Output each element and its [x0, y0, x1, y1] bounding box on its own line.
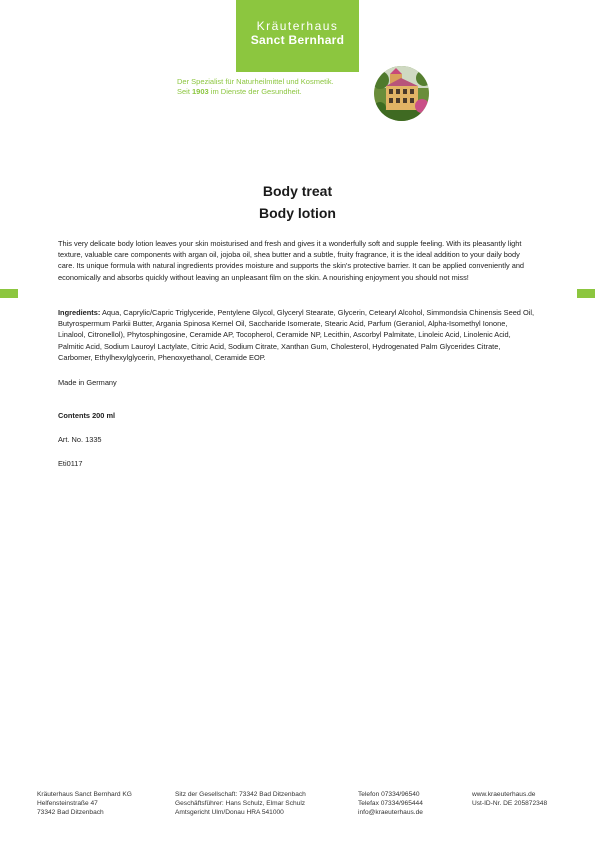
product-title: Body treat — [262, 183, 333, 199]
tagline-line-2 — [177, 87, 377, 97]
made-in: Made in Germany — [58, 378, 117, 387]
label-code: Eti0117 — [58, 459, 83, 468]
house-photo — [374, 66, 429, 121]
tagline-pre: Seit — [177, 87, 193, 96]
footer-email[interactable]: info@kraeuterhaus.de — [358, 809, 423, 817]
ingredients-label: Ingredients: — [58, 308, 101, 317]
ingredients-paragraph — [58, 307, 536, 363]
brand-logo — [236, 0, 359, 72]
footer-line: Sitz der Gesellschaft: 73342 Bad Ditzenbach — [175, 791, 306, 798]
footer-line: Kräuterhaus Sanct Bernhard KG — [37, 791, 132, 798]
contents: Contents 200 ml — [58, 411, 116, 420]
logo-line-1: Kräuterhaus — [256, 19, 339, 33]
ingredients-list: Aqua, Caprylic/Capric Triglyceride, Pentylene Glycol, Glyceryl Stearate, Glycerin, Cetearyl Alcohol, Simmondsia Chinensis Seed Oil, Butyrospermum Parkii Butter, Argania Spinosa Kernel Oil, Saccharide Isomerate, Stearic Acid, Parfum (Geraniol, Alpha-Isomethyl Ionone, Linalool, Citronellol), Phytosphingosine, Ceramide AP, Tocopherol, Ceramide NP, Lecithin, Ascorbyl Palmitate, Linoleic Acid, Linolenic Acid, Palmitic Acid, Sodium Lauroyl Lactylate, Citric Acid, Sodium Citrate, Xanthan Gum, Cholesterol, Hydrogenated Palm Glycerides Citrate, Carbomer, Ethylhexylglycerin, Phenoxyethanol, Ceramide EOP. — [58, 308, 535, 362]
footer-line: Ust-ID-Nr. DE 205872348 — [472, 800, 548, 808]
product-description: This very delicate body lotion leaves your skin moisturised and fresh and gives it a wonderfully soft and supple feeling. With its pleasantly light texture, valuable care components with argan oil, jojoba oil, shea butter and a subtle, fruity fragrance, it is the ideal addition to your daily body care. Its unique formula with natural ingredients provides moisture and supports the skin's protective barrier. It can be applied conveniently and economically and absorbs quickly without leaving an unpleasant film on the skin. A nourishing enjoyment you should not miss! — [58, 239, 525, 282]
footer-contact — [358, 790, 423, 818]
footer-line: Telefax 07334/965444 — [358, 800, 423, 808]
footer-line: Amtsgericht Ulm/Donau HRA 541000 — [175, 809, 284, 817]
logo-line-2: Sanct Bernhard — [250, 33, 345, 47]
footer-web — [472, 790, 547, 808]
tagline-year: 1903 — [192, 87, 209, 96]
footer-company — [37, 790, 132, 818]
footer-registration — [175, 790, 306, 818]
fold-mark-left — [0, 289, 18, 298]
footer-line: 73342 Bad Ditzenbach — [37, 809, 104, 817]
article-number: Art. No. 1335 — [58, 435, 102, 444]
fold-mark-right — [577, 289, 595, 298]
footer-website-link[interactable]: www.kraeuterhaus.de — [472, 791, 536, 798]
product-subtitle: Body lotion — [259, 205, 336, 221]
tagline-line-1: Der Spezialist für Naturheilmittel und Kosmetik. — [177, 77, 334, 86]
footer-line: Telefon 07334/96540 — [358, 791, 420, 798]
footer-line: Geschäftsführer: Hans Schulz, Elmar Schulz — [175, 800, 306, 808]
brand-tagline — [177, 77, 377, 97]
footer-line: Helfensteinstraße 47 — [37, 800, 98, 808]
tagline-post: im Dienste der Gesundheit. — [208, 87, 302, 96]
